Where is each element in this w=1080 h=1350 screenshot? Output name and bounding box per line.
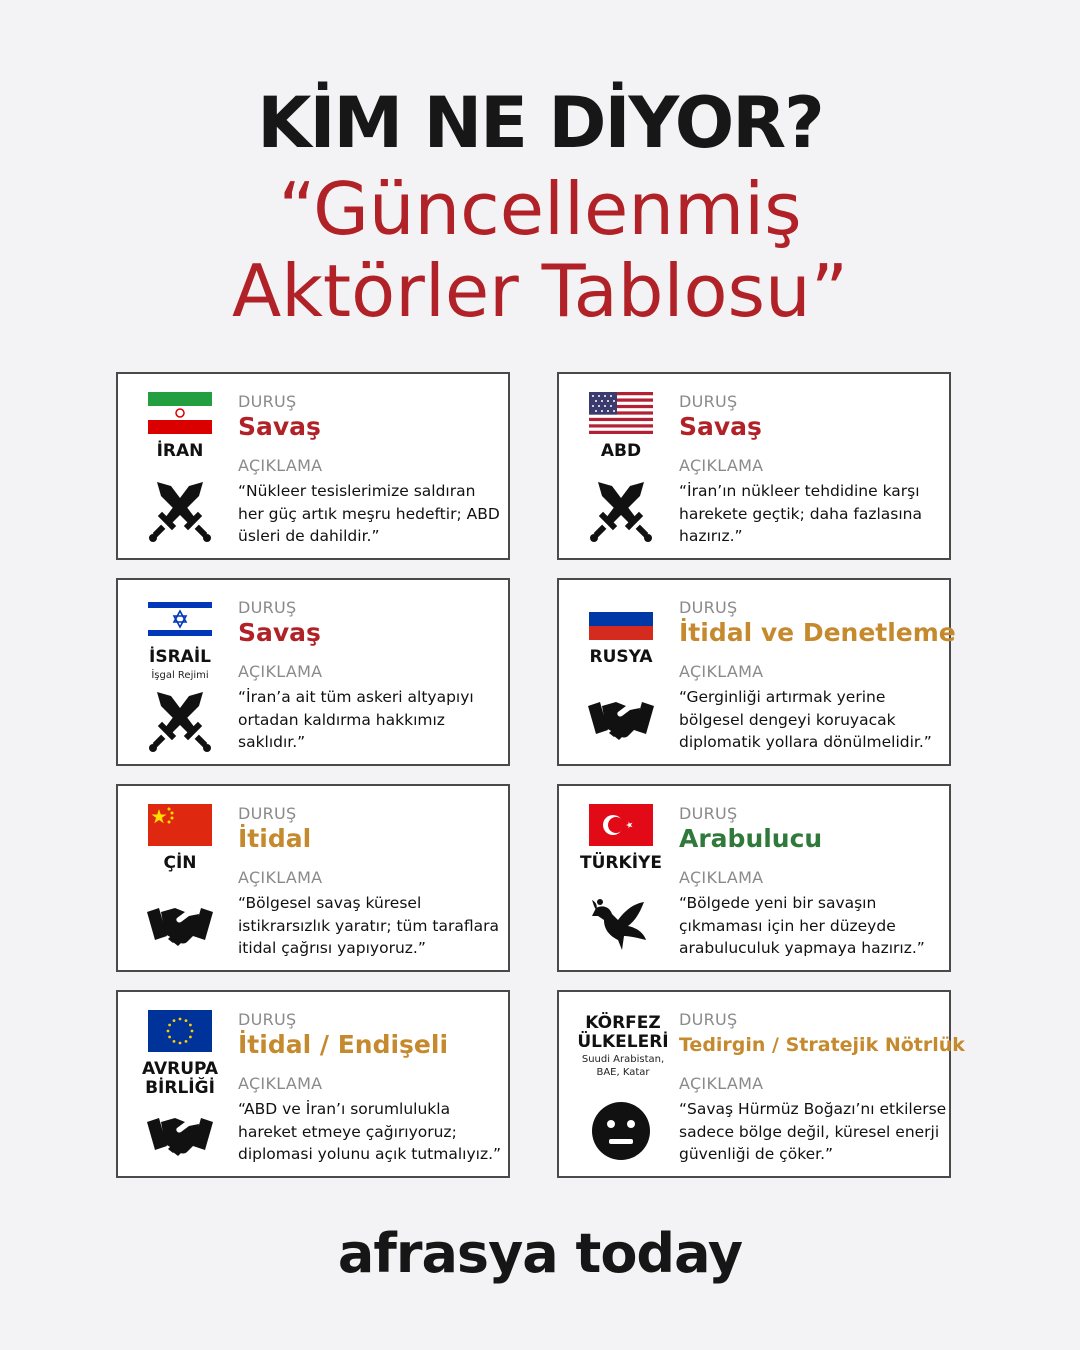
handshake-icon (586, 684, 656, 754)
turkey-flag-icon (589, 804, 653, 846)
country-name: RUSYA (589, 647, 653, 667)
country-name: ABD (600, 441, 642, 461)
country-name: AVRUPA BİRLİĞİ (141, 1059, 219, 1098)
crossed-swords-icon (586, 478, 656, 548)
stance-label: DURUŞ (238, 392, 297, 411)
explanation-label: AÇIKLAMA (679, 456, 764, 475)
usa-flag-icon (589, 392, 653, 434)
eu-flag-icon (148, 1010, 212, 1052)
explanation-text: “İran’a ait tüm askeri altyapıyı ortadan kaldırma hakkımız saklıdır.” (238, 688, 474, 751)
stance-value: Savaş (238, 618, 321, 647)
brand-logo: afrasya today (337, 1222, 743, 1285)
explanation-label: AÇIKLAMA (238, 1074, 323, 1093)
stance-label: DURUŞ (238, 1010, 297, 1029)
explanation-label: AÇIKLAMA (679, 868, 764, 887)
explanation-label: AÇIKLAMA (679, 1074, 764, 1093)
stance-label: DURUŞ (238, 598, 297, 617)
explanation-label: AÇIKLAMA (238, 456, 323, 475)
russia-flag-icon (589, 598, 653, 640)
stance-value: İtidal (238, 824, 312, 853)
handshake-icon (145, 1100, 215, 1170)
page-title: KİM NE DİYOR? (257, 82, 823, 164)
country-name: ÇİN (163, 853, 197, 873)
actor-card-usa (557, 372, 951, 560)
explanation-text: “Bölgede yeni bir savaşın çıkmaması için her düzeyde arabuluculuk yapmaya hazırız.” (679, 894, 925, 957)
stance-value: İtidal / Endişeli (238, 1030, 449, 1059)
actor-card-turkey (557, 784, 951, 972)
country-subtitle: İşgal Rejimi (151, 670, 209, 681)
actor-card-china (116, 784, 510, 972)
subtitle-line-1: “Güncellenmiş (278, 167, 802, 251)
explanation-text: “Bölgesel savaş küresel istikrarsızlık yaratır; tüm taraflara itidal çağrısı yapıyoruz.” (238, 894, 499, 957)
china-flag-icon (148, 804, 212, 846)
neutral-face-icon (586, 1096, 656, 1166)
page-subtitle (0, 168, 1080, 332)
handshake-icon (145, 890, 215, 960)
country-name: İSRAİL (149, 647, 211, 667)
explanation-label: AÇIKLAMA (679, 662, 764, 681)
stance-value: Savaş (679, 412, 762, 441)
explanation-text: “ABD ve İran’ı sorumlulukla hareket etmeye çağırıyoruz; diplomasi yolunu açık tutmalıyız.” (238, 1100, 502, 1163)
stance-label: DURUŞ (238, 804, 297, 823)
stance-value: Savaş (238, 412, 321, 441)
explanation-text: “Gerginliği artırmak yerine bölgesel dengeyi koruyacak diplomatik yollara dönülmelidir.” (679, 688, 932, 751)
stance-label: DURUŞ (679, 1010, 738, 1029)
explanation-text: “Nükleer tesislerimize saldıran her güç artık meşru hedeftir; ABD üsleri de dahildir.” (238, 482, 500, 545)
country-name: KÖRFEZ ÜLKELERİ (577, 1013, 669, 1052)
actor-card-iran (116, 372, 510, 560)
peace-dove-icon (586, 890, 656, 960)
iran-flag-icon (148, 392, 212, 434)
stance-label: DURUŞ (679, 392, 738, 411)
actor-card-russia (557, 578, 956, 766)
explanation-label: AÇIKLAMA (238, 868, 323, 887)
country-name: TÜRKİYE (580, 853, 662, 873)
explanation-label: AÇIKLAMA (238, 662, 323, 681)
crossed-swords-icon (145, 478, 215, 548)
country-name: İRAN (156, 441, 204, 461)
subtitle-line-2: Aktörler Tablosu” (231, 249, 848, 333)
explanation-text: “Savaş Hürmüz Boğazı’nı etkilerse sadece bölge değil, küresel enerji güvenliği de çöker.” (679, 1100, 947, 1163)
crossed-swords-icon (145, 688, 215, 758)
actor-card-eu (116, 990, 510, 1178)
explanation-text: “İran’ın nükleer tehdidine karşı harekete geçtik; daha fazlasına hazırız.” (679, 482, 922, 545)
country-subtitle: Suudi Arabistan, BAE, Katar (581, 1054, 665, 1078)
stance-value: İtidal ve Denetleme (679, 618, 956, 647)
actor-card-israel (116, 578, 510, 766)
stance-value: Arabulucu (679, 824, 823, 853)
israel-flag-icon (148, 598, 212, 640)
stance-value: Tedirgin / Stratejik Nötrlük (679, 1034, 965, 1056)
actor-card-gulf (557, 990, 965, 1178)
stance-label: DURUŞ (679, 598, 738, 617)
stance-label: DURUŞ (679, 804, 738, 823)
